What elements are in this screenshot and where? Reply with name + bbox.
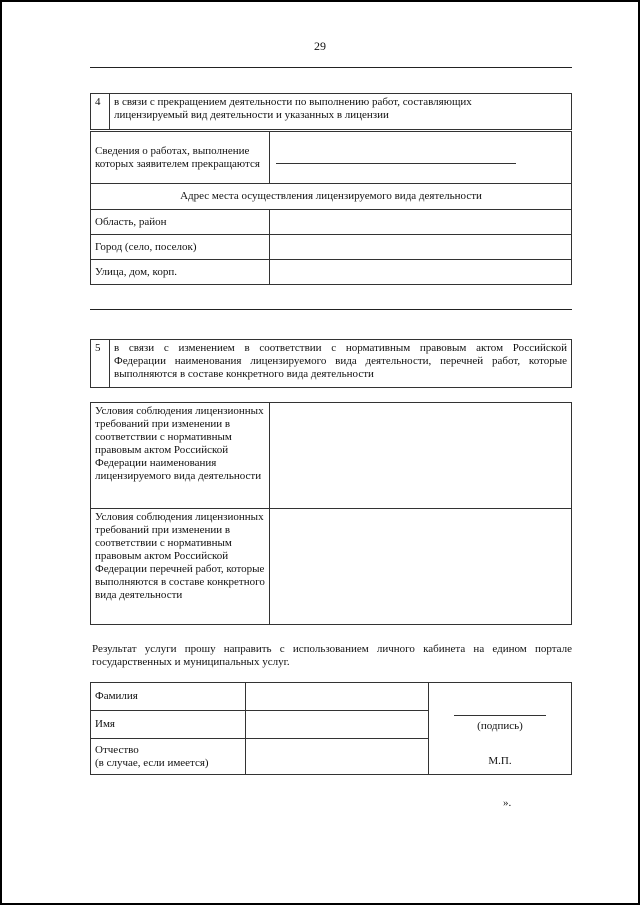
condition2-value[interactable] [270,509,572,625]
name-label: Имя [91,711,246,739]
middle-divider [90,309,572,310]
stamp-label: М.П. [488,755,512,767]
works-value-line [276,151,516,164]
signature-caption: (подпись) [477,720,523,732]
works-label: Сведения о работах, выполнение которых заявителем прекращаются [91,132,270,184]
condition1-value[interactable] [270,403,572,509]
region-value[interactable] [270,210,572,235]
section4-header [90,93,572,130]
section5-text-line3: выполняются в составе конкретного вида деятельности [114,368,374,380]
street-value[interactable] [270,260,572,285]
top-divider [90,67,572,68]
patronymic-label-line2: (в случае, если имеется) [95,756,209,769]
city-value[interactable] [270,235,572,260]
region-label: Область, район [91,210,270,235]
section5-header [90,339,572,388]
patronymic-value[interactable] [246,739,429,775]
signature-table [90,682,572,775]
result-text-line2: государственных и муниципальных услуг. [92,656,290,668]
condition1-label: Условия соблюдения лицензионных требований при изменении в соответствии с нормативным правовым актом Российской Федерации наименования лицензируемого вида деятельности [91,403,270,509]
street-label: Улица, дом, корп. [91,260,270,285]
condition2-label: Условия соблюдения лицензионных требований при изменении в соответствии с нормативным правовым актом Российской Федерации перечней работ, которые выполняются в составе конкретного вида деятельности [91,509,270,625]
signature-cell[interactable] [429,683,572,775]
section4-number: 4 [91,94,110,130]
patronymic-label-line1: Отчество [95,743,139,756]
section4-table [90,131,572,285]
section5-text-line1: в связи с изменением в соответствии с нормативным правовым актом Российской [114,342,567,354]
section5-text-line2: Федерации наименования лицензируемого вида деятельности, перечней работ, которые [114,355,567,367]
section4-text-line1: в связи с прекращением деятельности по выполнению работ, составляющих [114,96,472,108]
result-text-line1: Результат услуги прошу направить с использованием личного кабинета на едином портале [92,643,572,655]
name-value[interactable] [246,711,429,739]
page-number: 29 [314,39,326,53]
surname-label: Фамилия [91,683,246,711]
section5-number: 5 [91,340,110,388]
city-label: Город (село, поселок) [91,235,270,260]
surname-value[interactable] [246,683,429,711]
signature-line [454,715,546,716]
patronymic-label [91,739,246,775]
section4-text-line2: лицензируемый вид деятельности и указанных в лицензии [114,109,389,121]
works-value-cell[interactable] [270,132,572,184]
address-header: Адрес места осуществления лицензируемого вида деятельности [91,184,572,210]
closing-quote: ». [503,797,512,809]
section5-table [90,402,572,625]
